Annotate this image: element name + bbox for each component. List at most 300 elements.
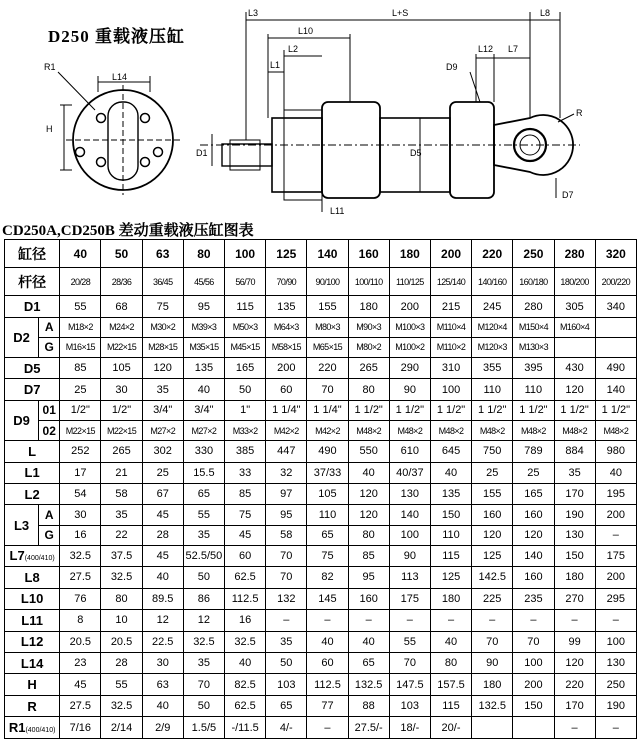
value-cell: M24×2 [101, 317, 142, 337]
value-cell: 103 [389, 695, 430, 716]
value-cell: 1" [225, 400, 266, 420]
value-cell: 80 [348, 379, 389, 400]
value-cell: M90×3 [348, 317, 389, 337]
value-cell: 27.5/- [348, 717, 389, 739]
value-cell [472, 717, 513, 739]
value-cell: 35 [101, 505, 142, 525]
value-cell: 265 [348, 357, 389, 378]
dim-l11: L11 [330, 206, 345, 216]
value-cell: 115 [430, 695, 471, 716]
rod-label: 杆径 [5, 268, 60, 296]
value-cell: 32.5 [183, 631, 224, 652]
value-cell: 30 [60, 505, 101, 525]
value-cell: 175 [595, 545, 636, 566]
value-cell: 15.5 [183, 462, 224, 483]
value-cell: M48×2 [348, 421, 389, 441]
value-cell: 22.5 [142, 631, 183, 652]
row-h [5, 674, 637, 695]
bolt-hole [97, 158, 106, 167]
value-cell [513, 717, 554, 739]
value-cell: 25 [513, 462, 554, 483]
value-cell: 3/4" [142, 400, 183, 420]
value-cell: 35 [142, 379, 183, 400]
value-cell: 62.5 [225, 567, 266, 588]
value-cell: 200 [389, 296, 430, 317]
value-cell: 190 [595, 695, 636, 716]
value-cell: 37/33 [307, 462, 348, 483]
row-l [5, 441, 637, 462]
row-label [5, 296, 60, 317]
row-label [5, 379, 60, 400]
value-cell: 40 [430, 631, 471, 652]
cylinder-head [272, 118, 322, 192]
row-label-text: L [28, 443, 37, 459]
row-l7 [5, 545, 637, 566]
row-l14 [5, 652, 637, 673]
row-l11 [5, 610, 637, 631]
value-cell: 195 [595, 484, 636, 505]
value-cell: – [430, 610, 471, 631]
value-cell: 147.5 [389, 674, 430, 695]
dim-l10: L10 [298, 26, 314, 36]
value-cell: 88 [348, 695, 389, 716]
value-cell: 884 [554, 441, 595, 462]
value-cell: 130 [554, 525, 595, 545]
value-cell: 70 [183, 674, 224, 695]
value-cell: 110 [472, 379, 513, 400]
value-cell: 150 [513, 695, 554, 716]
value-cell: 980 [595, 441, 636, 462]
value-cell: 32.5 [101, 567, 142, 588]
value-cell: 120 [348, 505, 389, 525]
value-cell: 145 [307, 588, 348, 609]
value-cell: 305 [554, 296, 595, 317]
value-cell: 22 [101, 525, 142, 545]
value-cell: 330 [183, 441, 224, 462]
value-cell: 200/220 [595, 268, 636, 296]
value-cell: M150×4 [513, 317, 554, 337]
value-cell: 28 [142, 525, 183, 545]
value-cell: M110×4 [430, 317, 471, 337]
value-cell: 80 [183, 240, 224, 268]
value-cell: 95 [348, 567, 389, 588]
value-cell: 245 [472, 296, 513, 317]
value-cell: 28 [101, 652, 142, 673]
value-cell: 45 [142, 545, 183, 566]
sub-label: 01 [39, 400, 60, 420]
value-cell: M22×15 [101, 421, 142, 441]
value-cell: M35×15 [183, 337, 224, 357]
value-cell: 100 [225, 240, 266, 268]
value-cell: 97 [266, 484, 307, 505]
value-cell: 90 [389, 379, 430, 400]
sub-label: G [39, 525, 60, 545]
value-cell: 40 [307, 631, 348, 652]
value-cell: 40/37 [389, 462, 430, 483]
value-cell: 12 [142, 610, 183, 631]
value-cell: – [554, 717, 595, 739]
value-cell: 130 [389, 484, 430, 505]
value-cell: – [595, 717, 636, 739]
row-l3-g [5, 525, 637, 545]
dim-d7: D7 [562, 190, 574, 200]
value-cell: 63 [142, 674, 183, 695]
row-label: D2 [5, 317, 39, 357]
value-cell: 20/28 [60, 268, 101, 296]
value-cell: 40 [60, 240, 101, 268]
value-cell: 320 [595, 240, 636, 268]
value-cell: 95 [266, 505, 307, 525]
value-cell: – [472, 610, 513, 631]
rod-row [5, 268, 637, 296]
value-cell: 32.5 [60, 545, 101, 566]
value-cell: 70 [307, 379, 348, 400]
value-cell: 165 [225, 357, 266, 378]
value-cell: 86 [183, 588, 224, 609]
row-label-text: L11 [21, 612, 43, 628]
row-label [5, 484, 60, 505]
value-cell: 70 [266, 545, 307, 566]
row-l2 [5, 484, 637, 505]
dim-l3: L3 [248, 8, 259, 18]
value-cell: – [554, 610, 595, 631]
value-cell: 70 [513, 631, 554, 652]
value-cell: 63 [142, 240, 183, 268]
value-cell: M100×2 [389, 337, 430, 357]
row-label [5, 545, 60, 566]
value-cell: M160×4 [554, 317, 595, 337]
row-r1 [5, 717, 637, 739]
value-cell: M42×2 [266, 421, 307, 441]
value-cell: 150 [430, 505, 471, 525]
value-cell: 270 [554, 588, 595, 609]
value-cell: 76 [60, 588, 101, 609]
row-label-text: L1 [24, 465, 40, 481]
value-cell: 155 [472, 484, 513, 505]
value-cell: M27×2 [183, 421, 224, 441]
bolt-hole [141, 158, 150, 167]
value-cell: 175 [389, 588, 430, 609]
value-cell: 10 [101, 610, 142, 631]
value-cell: 447 [266, 441, 307, 462]
value-cell: 385 [225, 441, 266, 462]
bolt-hole [76, 148, 85, 157]
value-cell: 120 [513, 525, 554, 545]
value-cell: 82 [307, 567, 348, 588]
value-cell: 125 [472, 545, 513, 566]
value-cell: 90/100 [307, 268, 348, 296]
value-cell: 99 [554, 631, 595, 652]
row-l8 [5, 567, 637, 588]
value-cell: M50×3 [225, 317, 266, 337]
value-cell: 65 [266, 695, 307, 716]
value-cell: M42×2 [307, 421, 348, 441]
value-cell: M18×2 [60, 317, 101, 337]
value-cell: 40 [348, 631, 389, 652]
value-cell: 140/160 [472, 268, 513, 296]
value-cell: 18/- [389, 717, 430, 739]
value-cell: 68 [101, 296, 142, 317]
value-cell: 160 [513, 567, 554, 588]
value-cell: 1 1/4" [266, 400, 307, 420]
value-cell: 180 [348, 296, 389, 317]
value-cell: 160 [348, 588, 389, 609]
row-label-text: L14 [20, 655, 44, 671]
value-cell: 40 [142, 695, 183, 716]
value-cell: 1 1/2" [554, 400, 595, 420]
row-label [5, 695, 60, 716]
row-l12 [5, 631, 637, 652]
value-cell: 27.5 [60, 567, 101, 588]
row-d9-02 [5, 421, 637, 441]
dim-d9: D9 [446, 62, 458, 72]
value-cell: 85 [225, 484, 266, 505]
sub-label: A [39, 505, 60, 525]
value-cell: 75 [225, 505, 266, 525]
value-cell: 120 [554, 652, 595, 673]
value-cell: 60 [225, 545, 266, 566]
value-cell: 115 [430, 545, 471, 566]
rear-flange [450, 102, 494, 198]
value-cell: 180 [430, 588, 471, 609]
value-cell: 160 [348, 240, 389, 268]
value-cell: M48×2 [513, 421, 554, 441]
value-cell: 220 [554, 674, 595, 695]
sub-label: G [39, 337, 60, 357]
value-cell: 40 [142, 567, 183, 588]
value-cell: 17 [60, 462, 101, 483]
value-cell: 28/36 [101, 268, 142, 296]
value-cell: 180 [554, 567, 595, 588]
value-cell: 112.5 [225, 588, 266, 609]
value-cell: 90 [472, 652, 513, 673]
value-cell: M33×2 [225, 421, 266, 441]
value-cell: 1 1/2" [513, 400, 554, 420]
page-title: D250 重载液压缸 [48, 27, 186, 46]
row-label [5, 588, 60, 609]
value-cell: – [307, 717, 348, 739]
value-cell: 23 [60, 652, 101, 673]
value-cell: 70 [472, 631, 513, 652]
bolt-hole [154, 148, 163, 157]
value-cell: 160 [472, 505, 513, 525]
value-cell: M22×15 [60, 421, 101, 441]
dim-h: H [46, 124, 53, 134]
value-cell: 100 [430, 379, 471, 400]
dim-l12: L12 [478, 44, 494, 54]
value-cell: 132.5 [348, 674, 389, 695]
spec-table [4, 239, 637, 739]
value-cell: – [595, 525, 636, 545]
row-label-text: D5 [23, 360, 41, 376]
value-cell: 45 [142, 505, 183, 525]
value-cell: 4/- [266, 717, 307, 739]
value-cell: 100/110 [348, 268, 389, 296]
row-label [5, 717, 60, 739]
value-cell: 252 [60, 441, 101, 462]
sub-label: A [39, 317, 60, 337]
value-cell: 200 [595, 567, 636, 588]
dim-ls: L+S [392, 8, 409, 18]
value-cell: 302 [142, 441, 183, 462]
value-cell: 645 [430, 441, 471, 462]
bolt-hole [97, 114, 106, 123]
row-label: D9 [5, 400, 39, 440]
sub-label: 02 [39, 421, 60, 441]
value-cell: 40 [430, 462, 471, 483]
value-cell: 140 [513, 545, 554, 566]
value-cell: 200 [513, 674, 554, 695]
value-cell: M120×3 [472, 337, 513, 357]
dim-d1: D1 [196, 148, 208, 158]
value-cell: 2/9 [142, 717, 183, 739]
value-cell: 120 [348, 484, 389, 505]
value-cell: 150 [554, 545, 595, 566]
row-d7 [5, 379, 637, 400]
value-cell: 77 [307, 695, 348, 716]
value-cell: 27.5 [60, 695, 101, 716]
value-cell: 120 [142, 357, 183, 378]
value-cell: 1 1/2" [472, 400, 513, 420]
value-cell: 550 [348, 441, 389, 462]
value-cell: M28×15 [142, 337, 183, 357]
value-cell: 430 [554, 357, 595, 378]
row-l1 [5, 462, 637, 483]
value-cell: 180 [472, 674, 513, 695]
value-cell: 33 [225, 462, 266, 483]
value-cell: 610 [389, 441, 430, 462]
value-cell: 135 [183, 357, 224, 378]
value-cell: 58 [266, 525, 307, 545]
value-cell: 65 [183, 484, 224, 505]
value-cell: 60 [266, 379, 307, 400]
value-cell [595, 337, 636, 357]
value-cell: 135 [266, 296, 307, 317]
dim-l7: L7 [508, 44, 519, 54]
value-cell: 395 [513, 357, 554, 378]
value-cell: M48×2 [554, 421, 595, 441]
value-cell: 3/4" [183, 400, 224, 420]
value-cell: 25 [472, 462, 513, 483]
value-cell: 132 [266, 588, 307, 609]
value-cell: 100 [595, 631, 636, 652]
row-label-text: R1 [8, 720, 26, 736]
row-label [5, 357, 60, 378]
value-cell: 82.5 [225, 674, 266, 695]
row-l10 [5, 588, 637, 609]
value-cell: M80×2 [348, 337, 389, 357]
value-cell: M48×2 [595, 421, 636, 441]
value-cell: 250 [595, 674, 636, 695]
value-cell: – [307, 610, 348, 631]
value-cell: 140 [307, 240, 348, 268]
value-cell: 32.5 [225, 631, 266, 652]
value-cell: 67 [142, 484, 183, 505]
row-label-text: D7 [23, 382, 41, 398]
value-cell: 55 [389, 631, 430, 652]
value-cell: 140 [595, 379, 636, 400]
value-cell: M100×3 [389, 317, 430, 337]
value-cell: 110 [307, 505, 348, 525]
value-cell [595, 317, 636, 337]
value-cell: 20.5 [60, 631, 101, 652]
row-d2-g [5, 337, 637, 357]
bolt-hole [141, 114, 150, 123]
row-label [5, 674, 60, 695]
value-cell: 132.5 [472, 695, 513, 716]
value-cell: 85 [60, 357, 101, 378]
value-cell: 295 [595, 588, 636, 609]
value-cell: 16 [225, 610, 266, 631]
value-cell: 45 [225, 525, 266, 545]
dim-l14: L14 [112, 72, 128, 82]
value-cell: 70 [266, 567, 307, 588]
value-cell: 52.5/50 [183, 545, 224, 566]
row-label-text: H [27, 677, 37, 693]
value-cell: 1/2" [60, 400, 101, 420]
dim-l8: L8 [540, 8, 551, 18]
value-cell: 115 [225, 296, 266, 317]
value-cell: 35 [554, 462, 595, 483]
value-cell: 215 [430, 296, 471, 317]
value-cell: 280 [554, 240, 595, 268]
value-cell: 340 [595, 296, 636, 317]
value-cell: 80 [430, 652, 471, 673]
value-cell: 160 [513, 505, 554, 525]
value-cell: 200 [430, 240, 471, 268]
row-label-text: L2 [24, 486, 40, 502]
value-cell: 7/16 [60, 717, 101, 739]
value-cell: 40 [225, 652, 266, 673]
value-cell: 250 [513, 240, 554, 268]
value-cell: 8 [60, 610, 101, 631]
value-cell: 160/180 [513, 268, 554, 296]
row-label-text: L7 [9, 548, 25, 564]
row-d2-a [5, 317, 637, 337]
value-cell: 105 [101, 357, 142, 378]
value-cell: 113 [389, 567, 430, 588]
value-cell: 62.5 [225, 695, 266, 716]
value-cell: – [348, 610, 389, 631]
value-cell: 135 [430, 484, 471, 505]
value-cell: 125/140 [430, 268, 471, 296]
value-cell: 50 [183, 695, 224, 716]
value-cell: 30 [101, 379, 142, 400]
value-cell: 54 [60, 484, 101, 505]
value-cell: M65×15 [307, 337, 348, 357]
value-cell: 170 [554, 695, 595, 716]
value-cell: 1.5/5 [183, 717, 224, 739]
value-cell: 25 [60, 379, 101, 400]
value-cell: 180/200 [554, 268, 595, 296]
value-cell: 310 [430, 357, 471, 378]
value-cell: 190 [554, 505, 595, 525]
value-cell: M64×3 [266, 317, 307, 337]
row-d5 [5, 357, 637, 378]
dim-r1: R1 [44, 62, 56, 72]
dim-d5: D5 [410, 148, 422, 158]
value-cell: 120 [472, 525, 513, 545]
front-flange [322, 102, 380, 198]
value-cell: 140 [389, 505, 430, 525]
row-label [5, 567, 60, 588]
value-cell: 20/- [430, 717, 471, 739]
value-cell: 142.5 [472, 567, 513, 588]
value-cell: 130 [595, 652, 636, 673]
value-cell: 75 [142, 296, 183, 317]
row-label-text: L12 [20, 634, 44, 650]
value-cell: 265 [101, 441, 142, 462]
